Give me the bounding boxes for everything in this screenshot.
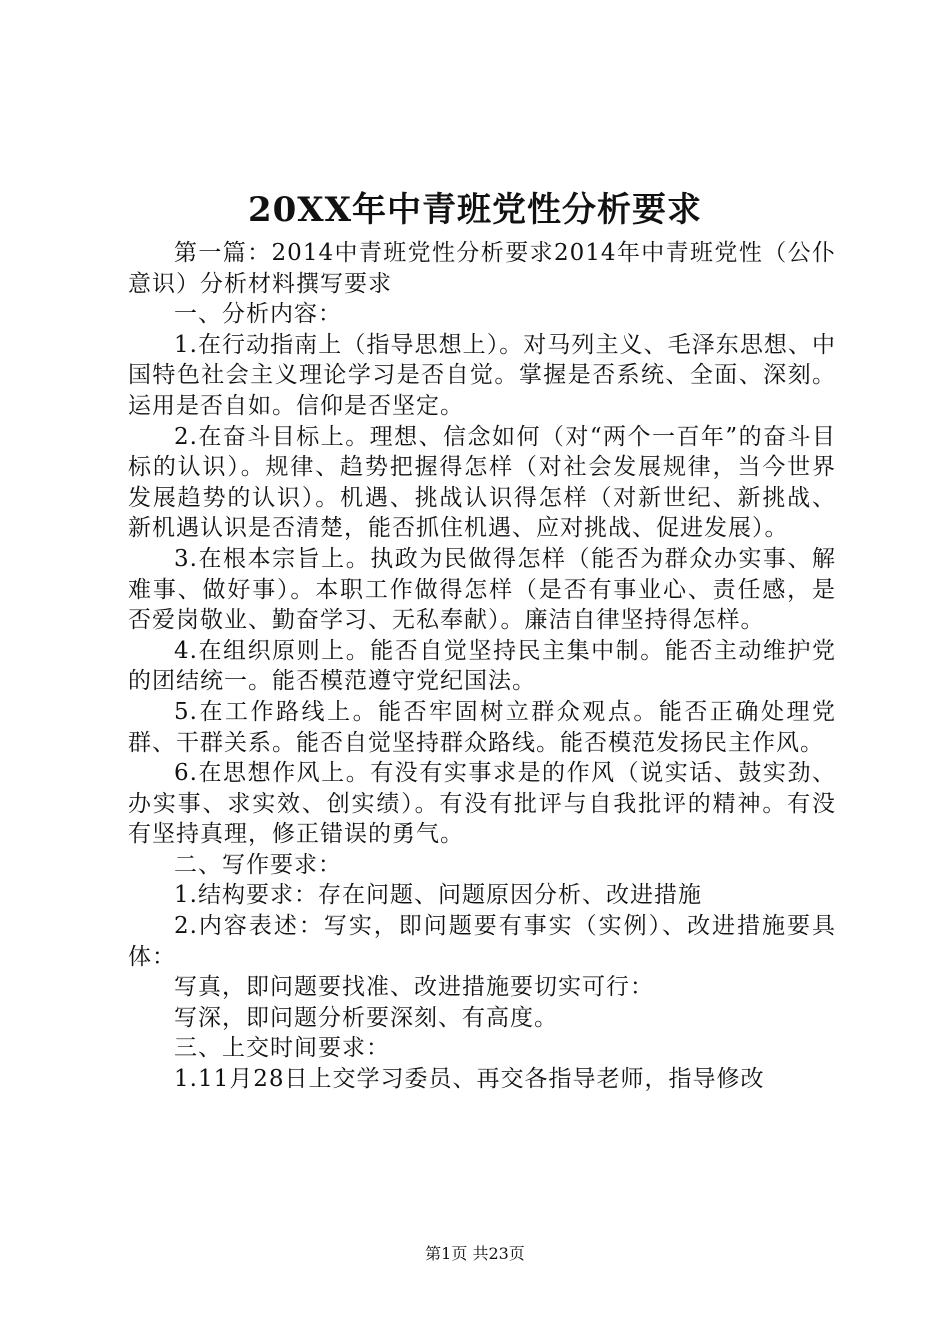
paragraph: 5.在工作路线上。能否牢固树立群众观点。能否正确处理党群、干群关系。能否自觉坚持群众路线。能否模范发扬民主作风。 xyxy=(128,698,836,756)
paragraph: 6.在思想作风上。有没有实事求是的作风（说实话、鼓实劲、办实事、求实效、创实绩）。有没有批评与自我批评的精神。有没有坚持真理，修正错误的勇气。 xyxy=(128,760,836,848)
paragraph: 2.在奋斗目标上。理想、信念如何（对“两个一百年”的奋斗目标的认识）。规律、趋势把握得怎样（对社会发展规律，当今世界发展趋势的认识）。机遇、挑战认识得怎样（对新世纪、新挑战、新机遇认识是否清楚，能否抓住机遇、应对挑战、促进发展）。 xyxy=(128,423,836,542)
paragraph: 1.11月28日上交学习委员、再交各指导老师，指导修改 xyxy=(174,1066,765,1093)
paragraph: 三、上交时间要求： xyxy=(174,1035,390,1062)
paragraph: 写真，即问题要找准、改进措施要切实可行： xyxy=(174,974,654,1001)
paragraph: 1.在行动指南上（指导思想上）。对马列主义、毛泽东思想、中国特色社会主义理论学习是否自觉。掌握是否系统、全面、深刻。运用是否自如。信仰是否坚定。 xyxy=(128,331,836,419)
paragraph: 1.结构要求：存在问题、问题原因分析、改进措施 xyxy=(174,882,702,909)
paragraph: 写深，即问题分析要深刻、有高度。 xyxy=(174,1004,558,1031)
paragraph: 二、写作要求： xyxy=(174,851,342,878)
paragraph: 2.内容表述：写实，即问题要有事实（实例）、改进措施要具体： xyxy=(128,913,836,970)
page-footer: 第1页 共23页 xyxy=(425,1244,525,1263)
paragraph: 4.在组织原则上。能否自觉坚持民主集中制。能否主动维护党的团结统一。能否模范遵守党纪国法。 xyxy=(128,637,836,695)
paragraph: 3.在根本宗旨上。执政为民做得怎样（能否为群众办实事、解难事、做好事）。本职工作做得怎样（是否有事业心、责任感，是否爱岗敬业、勤奋学习、无私奉献）。廉洁自律坚持得怎样。 xyxy=(128,545,836,634)
paragraph: 第一篇：2014中青班党性分析要求2014年中青班党性（公仆意识）分析材料撰写要求 xyxy=(128,240,836,297)
paragraph: 一、分析内容： xyxy=(174,301,342,328)
document-title: 20XX年中青班党性分析要求 xyxy=(247,190,703,230)
document-body xyxy=(128,238,836,1095)
